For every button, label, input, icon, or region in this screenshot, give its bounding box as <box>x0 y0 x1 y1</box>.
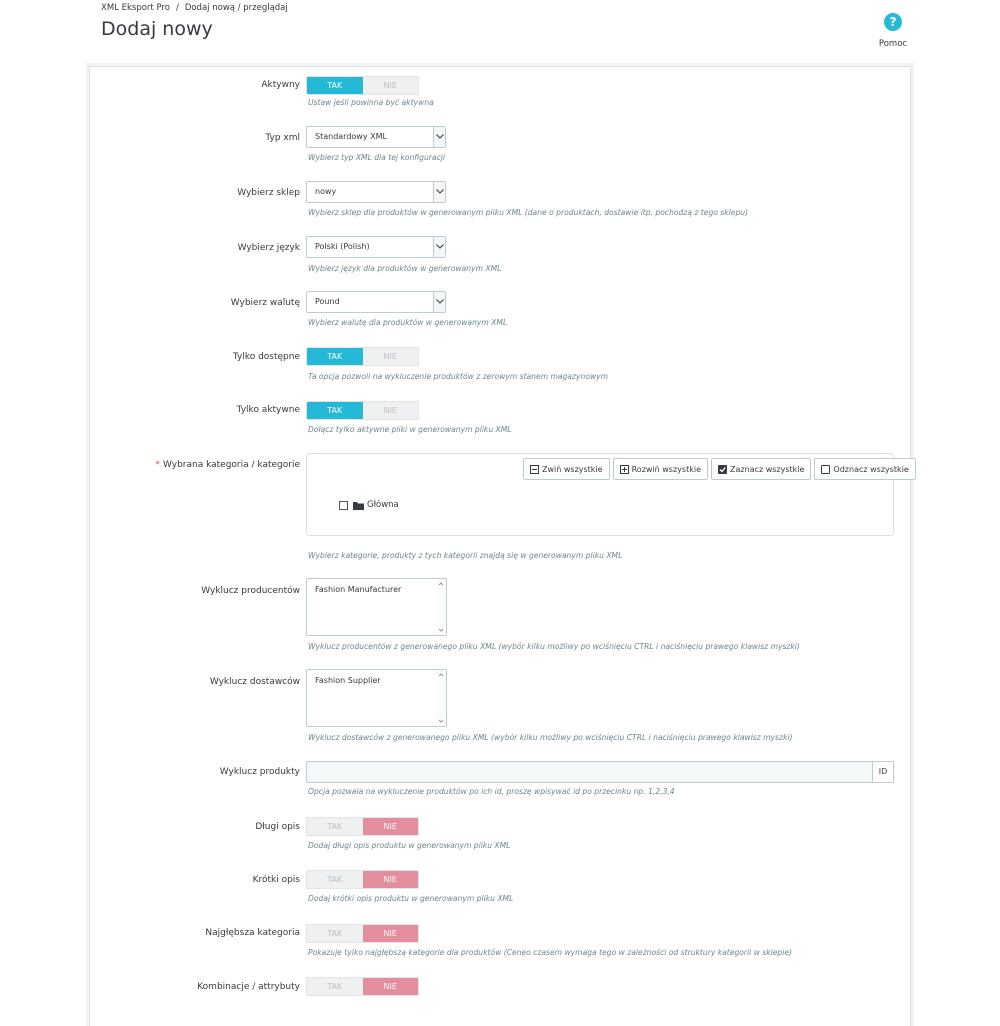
page-title: Dodaj nowy <box>101 18 213 40</box>
switch-yes[interactable]: TAK <box>307 77 363 94</box>
label-only-active: Tylko aktywne <box>236 405 300 415</box>
label-categories <box>156 460 301 470</box>
help-suppliers: Wyklucz dostawców z generowanego pliku XML (wybór kilku możliwy po wciśnięciu CTRL i naciśnięciu prawego klawisz myszki) <box>308 733 793 742</box>
help-manufacturers: Wyklucz producentów z generowanego pliku XML (wybór kilku możliwy po wciśnięciu CTRL i naciśnięciu prawego klawisz myszki) <box>308 642 800 651</box>
long-description-switch[interactable] <box>306 817 419 836</box>
chevron-down-icon[interactable] <box>433 292 445 312</box>
switch-no[interactable]: NIE <box>363 818 419 835</box>
check-all-label: Zaznacz wszystkie <box>730 464 805 474</box>
switch-no[interactable]: NIE <box>363 978 419 995</box>
switch-yes[interactable]: TAK <box>307 402 363 419</box>
only-available-switch[interactable] <box>306 347 419 366</box>
help-short-description: Dodaj krótki opis produktu w generowanym pliku XML <box>308 894 514 903</box>
active-switch[interactable] <box>306 76 419 95</box>
page-header <box>0 0 1000 68</box>
tree-toolbar <box>523 458 916 480</box>
breadcrumb <box>101 3 288 13</box>
label-xml-type: Typ xml <box>265 133 300 143</box>
expand-all-button[interactable] <box>613 458 708 480</box>
label-long-description: Długi opis <box>255 822 300 832</box>
check-all-button[interactable] <box>711 458 811 480</box>
chevron-down-icon[interactable] <box>433 237 445 257</box>
collapse-all-label: Zwiń wszystkie <box>542 464 603 474</box>
select-value: Pound <box>315 297 340 306</box>
breadcrumb-module[interactable]: XML Eksport Pro <box>101 3 170 13</box>
label-categories-text: Wybrana kategoria / kategorie <box>163 460 300 470</box>
exclude-products-group <box>306 761 894 783</box>
switch-yes[interactable]: TAK <box>327 982 343 991</box>
category-checkbox[interactable] <box>339 501 348 510</box>
label-manufacturers: Wyklucz producentów <box>201 586 300 596</box>
shop-select[interactable] <box>306 181 446 203</box>
switch-no[interactable]: NIE <box>363 871 419 888</box>
unchecked-box-icon <box>821 465 830 474</box>
expand-icon <box>620 465 629 474</box>
help-active: Ustaw jeśli powinna być aktywna <box>308 98 434 107</box>
collapse-all-button[interactable] <box>523 458 610 480</box>
help-icon[interactable]: ? <box>884 13 902 31</box>
switch-yes[interactable]: TAK <box>307 348 363 365</box>
switch-yes[interactable]: TAK <box>327 929 343 938</box>
help-xml-type: Wybierz typ XML dla tej konfiguracji <box>308 153 445 162</box>
breadcrumb-separator: / <box>175 3 179 13</box>
switch-no[interactable]: NIE <box>383 352 397 361</box>
help-deepest-category: Pokazuje tylko najgłębszą kategorie dla produktów (Ceneo czasem wymaga tego w zależności od struktury kategorii w sklepie) <box>308 948 793 957</box>
deepest-category-switch[interactable] <box>306 924 419 943</box>
folder-icon <box>353 501 364 510</box>
label-currency: Wybierz walutę <box>230 298 300 308</box>
switch-no[interactable]: NIE <box>363 925 419 942</box>
tree-node-root[interactable] <box>339 500 399 510</box>
exclude-products-input[interactable] <box>306 761 872 783</box>
list-item[interactable]: Fashion Supplier <box>315 676 381 685</box>
checked-box-icon <box>718 465 727 474</box>
label-only-available: Tylko dostępne <box>232 352 300 362</box>
collapse-icon <box>530 465 539 474</box>
suppliers-multiselect[interactable] <box>306 669 447 727</box>
help-exclude-products: Opcja pozwala na wykluczenie produktów po ich id, proszę wpisywać id po przecinku np. 1,2,3,4 <box>308 787 675 796</box>
id-addon: ID <box>872 761 894 783</box>
help-currency: Wybierz walutę dla produktów w generowanym XML <box>308 318 508 327</box>
language-select[interactable] <box>306 236 446 258</box>
uncheck-all-button[interactable] <box>814 458 915 480</box>
tree-node-label[interactable]: Główna <box>367 500 399 510</box>
label-active: Aktywny <box>261 80 300 90</box>
help-language: Wybierz język dla produktów w generowanym XML <box>308 264 502 273</box>
help-categories: Wybierz kategorie, produkty z tych kategorii znajdą się w generowanym pliku XML <box>308 551 623 560</box>
label-short-description: Krótki opis <box>252 875 300 885</box>
list-item[interactable]: Fashion Manufacturer <box>315 585 402 594</box>
required-mark: * <box>155 460 160 470</box>
label-shop: Wybierz sklep <box>237 188 300 198</box>
label-suppliers: Wyklucz dostawców <box>209 677 300 687</box>
help-only-available: Ta opcja pozwoli na wykluczenie produktów z zerowym stanem magazynowym <box>308 372 609 381</box>
help-button[interactable] <box>872 13 914 49</box>
switch-yes[interactable]: TAK <box>327 875 343 884</box>
select-value: nowy <box>315 187 337 196</box>
category-tree <box>306 453 909 536</box>
label-deepest-category: Najgłębsza kategoria <box>205 928 300 938</box>
currency-select[interactable] <box>306 291 446 313</box>
switch-no[interactable]: NIE <box>383 406 397 415</box>
scrollbar[interactable] <box>436 579 446 635</box>
combinations-switch[interactable] <box>306 977 419 996</box>
uncheck-all-label: Odznacz wszystkie <box>833 464 909 474</box>
manufacturers-multiselect[interactable] <box>306 578 447 636</box>
breadcrumb-current: Dodaj nową / przeglądaj <box>184 3 288 13</box>
chevron-down-icon[interactable] <box>433 127 445 147</box>
only-active-switch[interactable] <box>306 401 419 420</box>
xml-type-select[interactable] <box>306 126 446 148</box>
label-exclude-products: Wyklucz produkty <box>219 767 300 777</box>
short-description-switch[interactable] <box>306 870 419 889</box>
select-value: Polski (Polish) <box>315 242 370 251</box>
help-long-description: Dodaj długi opis produktu w generowanym pliku XML <box>308 841 511 850</box>
select-value: Standardowy XML <box>315 132 387 141</box>
chevron-down-icon[interactable] <box>433 182 445 202</box>
help-label[interactable]: Pomoc <box>878 39 908 49</box>
switch-yes[interactable]: TAK <box>327 822 343 831</box>
label-combinations: Kombinacje / attrybuty <box>197 982 300 992</box>
expand-all-label: Rozwiń wszystkie <box>631 464 701 474</box>
label-language: Wybierz język <box>237 243 300 253</box>
switch-no[interactable]: NIE <box>383 81 397 90</box>
help-only-active: Dołącz tylko aktywne pliki w generowanym pliku XML <box>308 425 512 434</box>
help-shop: Wybierz sklep dla produktów w generowanym pliku XML (dane o produktach, dostawie itp. pochodzą z tego sklepu) <box>308 208 749 217</box>
scrollbar[interactable] <box>436 670 446 726</box>
